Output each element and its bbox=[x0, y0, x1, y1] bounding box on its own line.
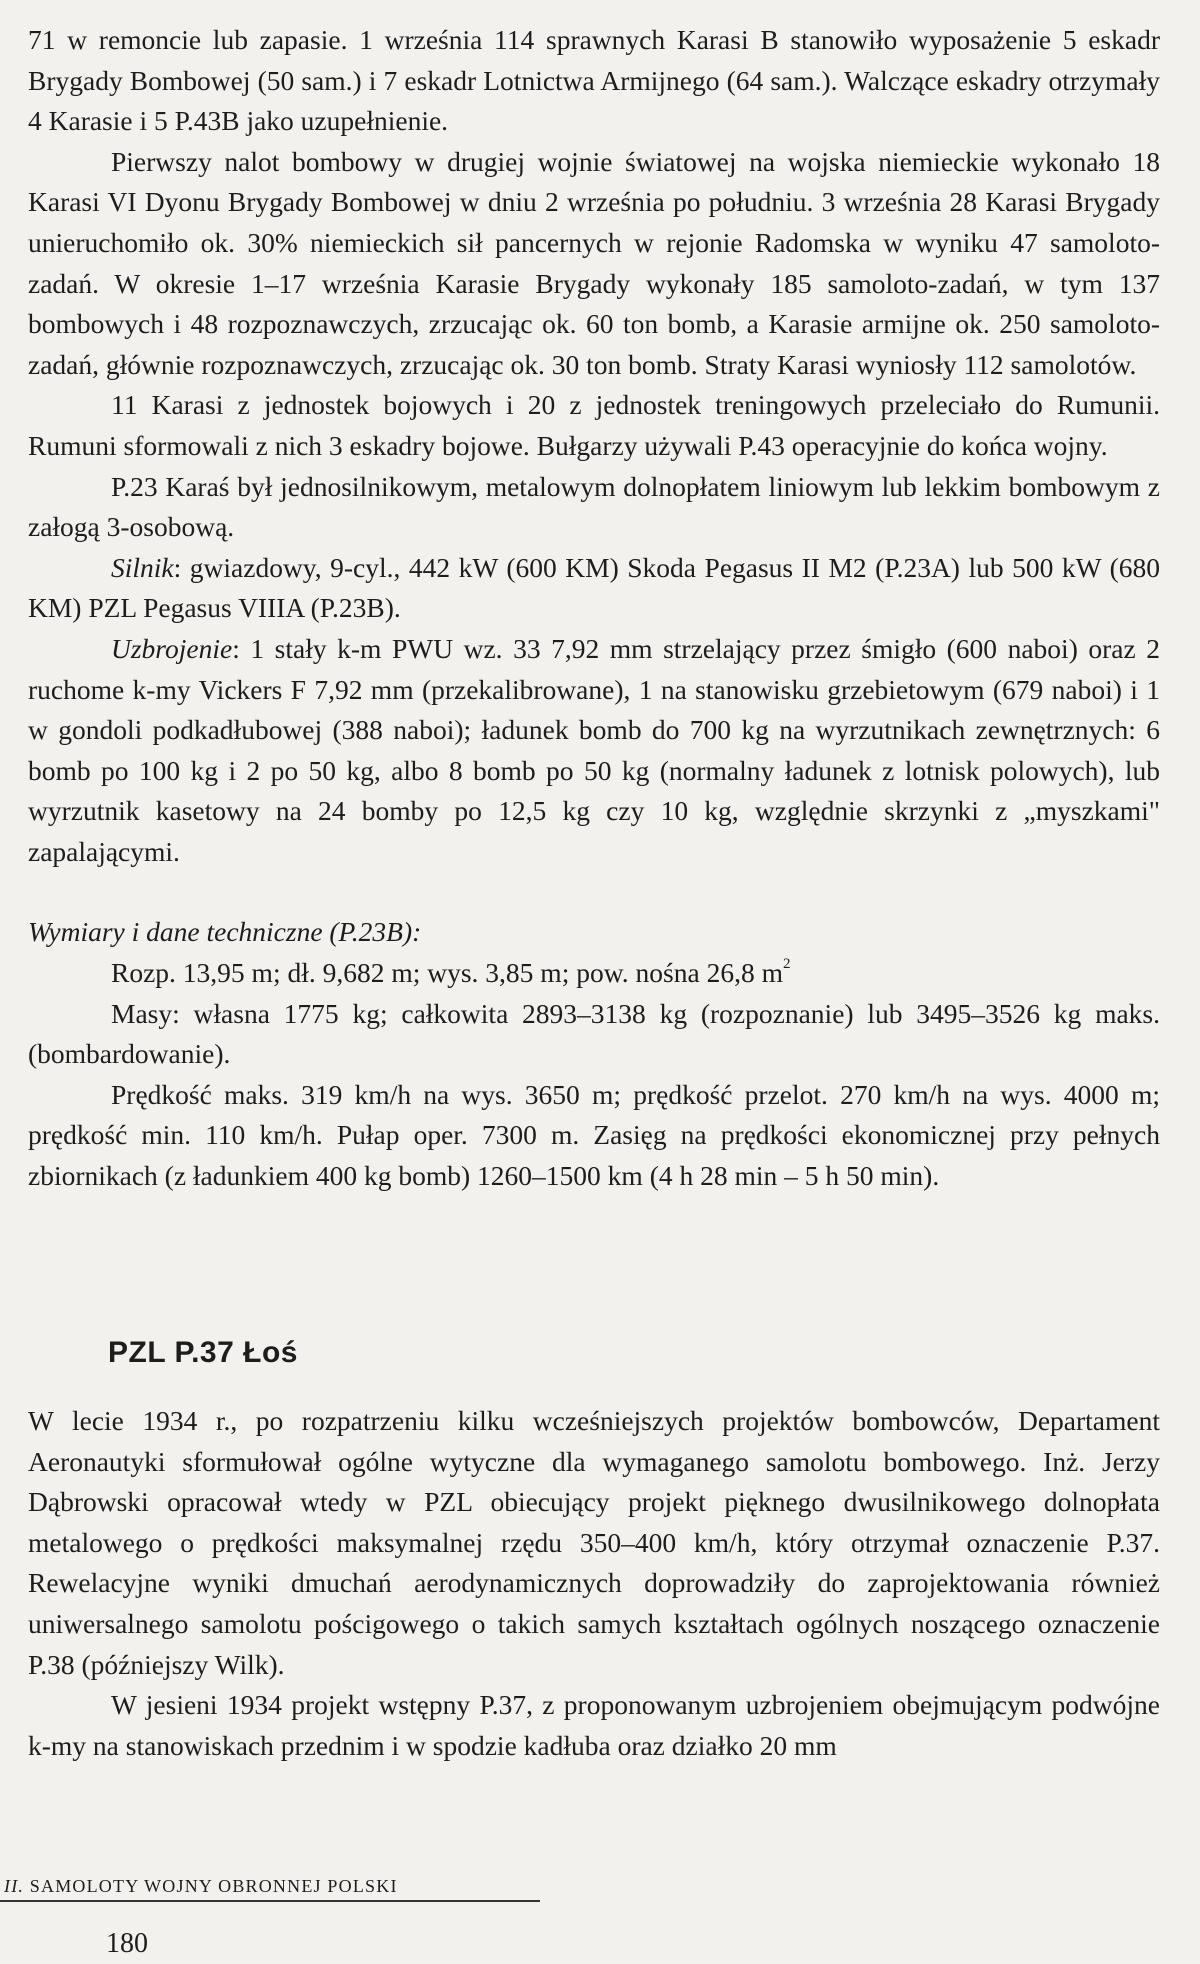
paragraph-dimensions bbox=[28, 953, 1160, 994]
section-title: PZL P.37 Łoś bbox=[108, 1336, 298, 1369]
paragraph-romania: 11 Karasi z jednostek bojowych i 20 z jednostek treningowych przeleciało do Rumunii. Rumuni sformowali z nich 3 eskadry bojowe. Bułgarzy używali P.43 operacyjnie do końca wojny. bbox=[28, 389, 1160, 461]
paragraph-engine bbox=[28, 548, 1160, 629]
engine-label: Silnik bbox=[111, 551, 174, 583]
paragraph-p37-autumn: W jesieni 1934 projekt wstępny P.37, z proponowanym uzbrojeniem obejmującym podwójne k-my na stanowiskach przednim i w spodzie kadłuba oraz działko 20 mm bbox=[28, 1689, 1160, 1761]
specs-heading: Wymiary i dane techniczne (P.23B): bbox=[28, 916, 422, 948]
paragraph-performance: Prędkość maks. 319 km/h na wys. 3650 m; prędkość przelot. 270 km/h na wys. 4000 m; prędkość min. 110 km/h. Pułap oper. 7300 m. Zasięg na prędkości ekonomicznej przy pełnych zbiornikach (z ładunkiem 400 kg bomb) 1260–1500 km (4 h 28 min – 5 h 50 min). bbox=[28, 1078, 1160, 1192]
chapter-label: II. SAMOLOTY WOJNY OBRONNEJ POLSKI bbox=[4, 1876, 398, 1896]
page-number: 180 bbox=[106, 1928, 148, 1959]
running-footer bbox=[0, 1874, 540, 1902]
engine-text: : gwiazdowy, 9-cyl., 442 kW (600 KM) Skoda Pegasus II M2 (P.23A) lub 500 kW (680 KM) PZL Pegasus VIIIA (P.23B). bbox=[28, 551, 1160, 624]
text-block-lower bbox=[28, 1401, 1160, 1766]
text-block-upper bbox=[28, 20, 1160, 1197]
paragraph-first-raid: Pierwszy nalot bombowy w drugiej wojnie światowej na wojska niemieckie wykonało 18 Karasi VI Dyonu Brygady Bombowej w dniu 2 września po południu. 3 września 28 Karasi Brygady unieruchomiło ok. 30% niemieckich sił pancernych w rejonie Radomska w wyniku 47 samoloto-zadań. W okresie 1–17 września Karasie Brygady wykonały 185 samoloto-zadań, w tym 137 bombowych i 48 rozpoznawczych, zrzucając ok. 60 ton bomb, a Karasie armijne ok. 250 samoloto-zadań, głównie rozpoznawczych, zrzucając ok. 30 ton bomb. Straty Karasi wyniosły 112 samolotów. bbox=[28, 145, 1160, 380]
paragraph-armament bbox=[28, 629, 1160, 873]
paragraph-mass: Masy: własna 1775 kg; całkowita 2893–3138 kg (rozpoznanie) lub 3495–3526 kg maks. (bombardowanie). bbox=[28, 997, 1160, 1070]
dimensions-text: Rozp. 13,95 m; dł. 9,682 m; wys. 3,85 m; pow. nośna 26,8 m bbox=[111, 957, 783, 989]
paragraph-p23-description: P.23 Karaś był jednosilnikowym, metalowym dolnopłatem liniowym lub lekkim bombowym z załogą 3-osobową. bbox=[28, 470, 1160, 543]
paragraph-p37-origins: W lecie 1934 r., po rozpatrzeniu kilku wcześniejszych projektów bombowców, Departament Aeronautyki sformułował ogólne wytyczne dla wymaganego samolotu bombowego. Inż. Jerzy Dąbrowski opracował wtedy w PZL obiecujący projekt pięknego dwusilnikowego dolnopłata metalowego o prędkości maksymalnej rzędu 350–400 km/h, który otrzymał oznaczenie P.37. Rewelacyjne wyniki dmuchań aerodynamicznych doprowadziły do zaprojektowania również uniwersalnego samolotu pościgowego o takich samych kształtach ogólnych noszącego oznaczenie P.38 (późniejszy Wilk). bbox=[28, 1405, 1160, 1680]
armament-label: Uzbrojenie bbox=[111, 632, 233, 664]
paragraph-karas-reserves: 71 w remoncie lub zapasie. 1 września 114 sprawnych Karasi B stanowiło wyposażenie 5 eskadr Brygady Bombowej (50 sam.) i 7 eskadr Lotnictwa Armijnego (64 sam.). Walczące eskadry otrzymały 4 Karasie i 5 P.43B jako uzupełnienie. bbox=[28, 24, 1160, 137]
footer-rule bbox=[0, 1900, 540, 1902]
superscript-2: 2 bbox=[782, 956, 791, 973]
armament-text: : 1 stały k-m PWU wz. 33 7,92 mm strzelający przez śmigło (600 naboi) oraz 2 ruchome k-my Vickers F 7,92 mm (przekalibrowane), 1 na stanowisku grzebietowym (679 naboi) i 1 w gondoli podkadłubowej (388 naboi); ładunek bomb do 700 kg na wyrzutnikach zewnętrznych: 6 bomb po 100 kg i 2 po 50 kg, albo 8 bomb po 50 kg (normalny ładunek z lotnisk polowych), lub wyrzutnik kasetowy na 24 bomby po 12,5 kg czy 10 kg, względnie skrzynki z „myszkami" zapalającymi. bbox=[28, 632, 1160, 867]
